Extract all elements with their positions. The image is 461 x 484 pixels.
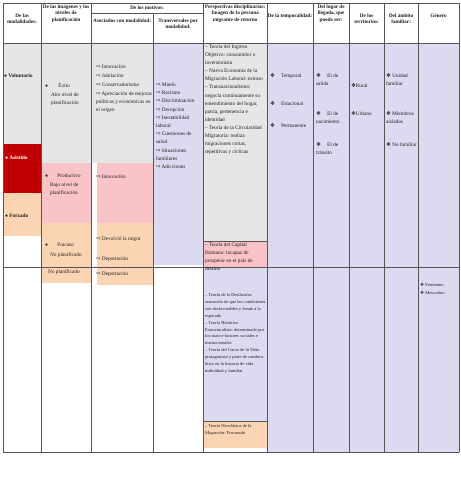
asociado-devolvio: ⇨ Devolvió la migra <box>96 236 141 242</box>
bullet-icon: ● <box>45 243 50 248</box>
familiar-miembros: ❖ Miembros aislados <box>386 111 414 126</box>
territorio-rural: ❖Rural <box>351 83 368 89</box>
fill-asociados-productivo <box>97 163 153 223</box>
modalidad-asistido: ● Asistido <box>5 155 28 161</box>
imagen-productivo-nivel: Bajo nivel de planificación <box>50 182 79 197</box>
perspectiva-capital-humano: – Teoría del Capital Humano: incapaz de prosperar en el país de destino <box>205 242 253 272</box>
arrow-bullet-icon: ⇨ <box>156 98 162 105</box>
diamond-bullet-icon: ❖ <box>270 101 277 107</box>
perspectiva-neoclasica: – Teoría Neoclásica de la Migración: Fracasado <box>205 423 252 435</box>
fill-asistido <box>3 144 41 193</box>
transversal-item: ⇨ Adicciones <box>156 164 186 171</box>
diamond-bullet-icon: ❖ <box>316 142 323 148</box>
territorio-urbano: ❖Urbano <box>351 111 372 117</box>
asociado-innovacion: ⇨ Innovación <box>96 64 126 70</box>
lugar-salida: ❖ El de salida <box>316 73 339 88</box>
diamond-bullet-icon: ❖ <box>420 290 426 295</box>
temporalidad-permanente: ❖ Permanente <box>270 123 307 129</box>
asociado-innovacion-2: ⇨ Innovación <box>96 174 126 180</box>
modalidad-forzado: ● Forzado <box>5 213 29 219</box>
header-modalidades: De las modalidades: <box>7 13 37 26</box>
diamond-bullet-icon: ❖ <box>270 123 277 129</box>
diamond-bullet-icon: ❖ <box>386 73 393 79</box>
perspectiva-item: – Teoría Histórico Estructuralista: determinado por los macro-factores sociales e institucionales <box>205 319 265 346</box>
header-lugar: Del lugar de llegada, que puede ser: <box>317 4 345 23</box>
arrow-bullet-icon: ⇨ <box>96 174 102 180</box>
lugar-nacimiento: ❖ El de nacimiento <box>316 111 340 126</box>
diamond-bullet-icon: ❖ <box>351 83 356 89</box>
header-genero: Género <box>430 13 447 19</box>
imagen-fracaso: ● Fracaso <box>45 242 74 248</box>
asociado-deportacion: ⇨ Deportación <box>96 256 128 262</box>
transversal-item: ⇨ Racismo <box>156 90 181 97</box>
transversales-list <box>156 81 202 171</box>
transversal-item: ⇨ Situaciones familiares <box>156 147 187 162</box>
bullet-icon: ● <box>5 214 10 219</box>
imagen-fracaso-nivel: No planificado <box>50 252 82 258</box>
perspectiva-item: – Teoría del Ingreso Objetivo: consumidor o inversionista <box>205 44 256 67</box>
imagen-exito: ● Éxito <box>45 83 70 89</box>
transversal-item: ⇨ Decepción <box>156 106 185 113</box>
asociado-apreciacion: ⇨ Apreciación de mejoras políticas y económicas en el origen <box>96 91 152 114</box>
transversal-item: ⇨ Cuestiones de salud <box>156 131 192 146</box>
diamond-bullet-icon: ❖ <box>386 111 393 117</box>
familiar-unidad: ❖ Unidad familiar <box>386 73 408 88</box>
header-motivos: De los motivos: <box>130 5 164 11</box>
arrow-bullet-icon: ⇨ <box>156 164 162 171</box>
transversal-item: ⇨ Miedo <box>156 82 176 88</box>
diamond-bullet-icon: ❖ <box>270 73 277 79</box>
header-asociados: Asociados con modalidad: <box>93 18 151 24</box>
arrow-bullet-icon: ⇨ <box>96 82 102 88</box>
perspectivas-upper <box>205 43 266 156</box>
arrow-bullet-icon: ⇨ <box>156 114 162 121</box>
genero-femenino: ❖ Femenino <box>420 282 444 287</box>
perspectiva-item: – Nueva Economía de la Migración Laboral: exitoso <box>205 68 263 83</box>
diamond-bullet-icon: ❖ <box>316 73 323 79</box>
lugar-transito: ❖ El de tránsito <box>316 142 339 157</box>
bullet-icon: ● <box>5 156 10 161</box>
header-imagenes: De las imágenes y los niveles de planificación <box>42 4 90 23</box>
arrow-bullet-icon: ⇨ <box>96 73 102 79</box>
imagen-productivo: ● Productivo <box>45 173 81 179</box>
arrow-bullet-icon: ⇨ <box>96 271 102 277</box>
diamond-bullet-icon: ❖ <box>386 142 393 148</box>
arrow-bullet-icon: ⇨ <box>156 90 162 97</box>
header-temporalidad: De la temporalidad: <box>267 13 313 19</box>
diamond-bullet-icon: ❖ <box>351 111 356 117</box>
temporalidad-temporal: ❖ Temporal <box>270 73 302 79</box>
header-transversales: Transversales por modalidad: <box>158 18 198 31</box>
arrow-bullet-icon: ⇨ <box>156 106 162 113</box>
fill-voluntario <box>3 43 41 144</box>
arrow-bullet-icon: ⇨ <box>96 236 102 242</box>
perspectivas-lower <box>205 292 266 375</box>
diamond-bullet-icon: ❖ <box>316 111 323 117</box>
genero-masculino: ❖ Masculino <box>420 290 445 295</box>
perspectiva-item: – Teoría del Curso de la Vida: protagonista y parte de cambios hitos en la historia de vida individual y familiar <box>205 347 264 373</box>
modalidad-voluntario: ● Voluntario <box>4 73 33 79</box>
transversal-item: ⇨ Inestabilidad laboral <box>156 114 190 130</box>
header-territorios: De los territorios: <box>354 13 379 26</box>
transversal-item: ⇨ Discriminación <box>156 98 195 105</box>
asociado-conservadurismo: ⇨ Conservadurismo <box>96 82 140 88</box>
bullet-icon: ● <box>4 74 9 79</box>
arrow-bullet-icon: ⇨ <box>156 131 162 138</box>
arrow-bullet-icon: ⇨ <box>96 64 102 70</box>
imagen-no-planificado: No planificado <box>48 269 80 275</box>
diamond-bullet-icon: ❖ <box>420 282 426 287</box>
familiar-no: ❖ No familiar <box>386 142 417 148</box>
asociado-jubilacion: ⇨ Jubilación <box>96 73 124 79</box>
arrow-bullet-icon: ⇨ <box>96 91 102 97</box>
perspectiva-item: – Teoría de la Circularidad Migratoria: realiza migraciones cortas, repetitivas y cíclicas <box>205 124 262 156</box>
bullet-icon: ● <box>45 174 50 179</box>
arrow-bullet-icon: ⇨ <box>156 82 162 88</box>
bullet-icon: ● <box>45 84 50 89</box>
arrow-bullet-icon: ⇨ <box>156 147 162 154</box>
arrow-bullet-icon: ⇨ <box>96 256 102 262</box>
header-perspectivas: Perspectivas disciplinarias: Imagen de la persona migrante de retorno <box>204 4 266 23</box>
asociado-deportacion-2: ⇨ Deportación <box>96 271 128 277</box>
temporalidad-estacional: ❖ Estacional <box>270 101 304 107</box>
perspectiva-item: – Teoría de la Desilusión: sensación de que las condiciones son desfavorables y frente a lo esperado <box>205 292 266 318</box>
header-familiar: Del ámbito familiar: <box>388 13 414 26</box>
perspectiva-item: – Transnacionalismo: negocia continuamente su entendimiento del hogar, patria, pertenencia e identidad <box>205 84 261 123</box>
imagen-exito-nivel: Alto nivel de planificación <box>51 92 79 107</box>
